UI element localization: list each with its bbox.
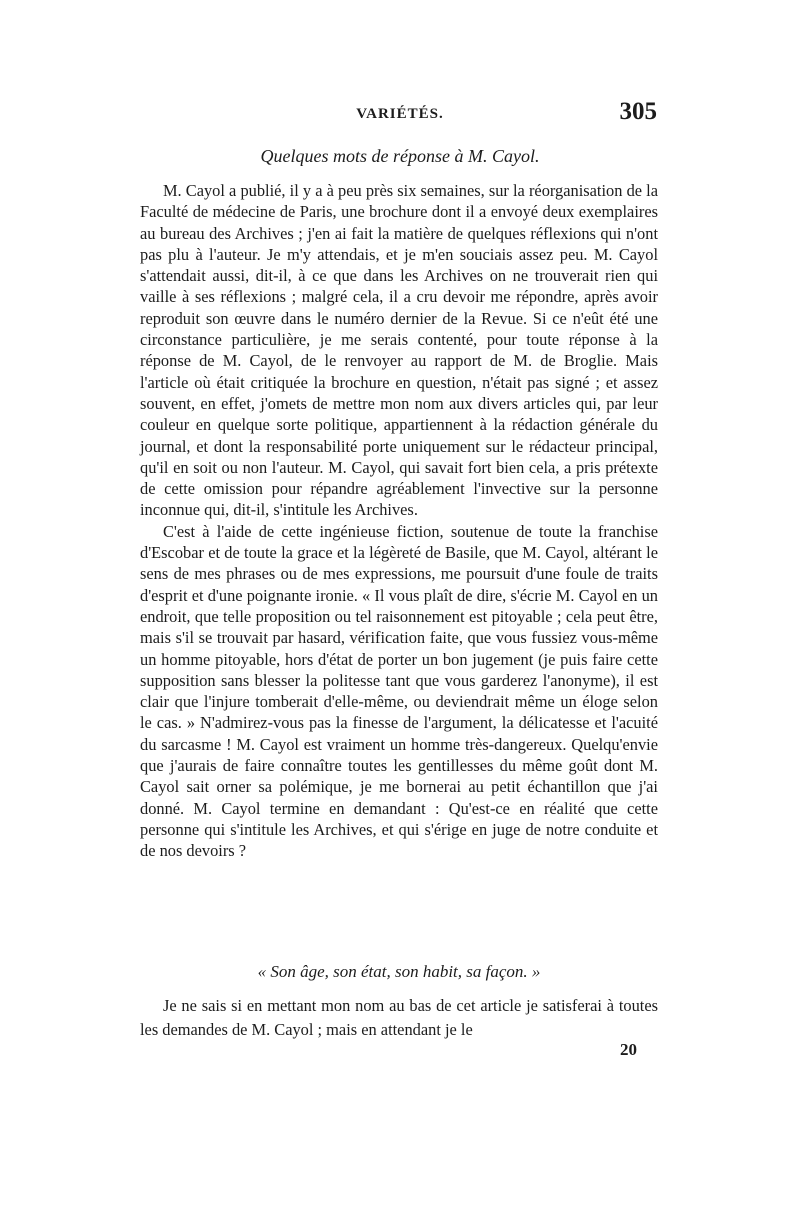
paragraph-2: C'est à l'aide de cette ingénieuse fiction, soutenue de toute la franchise d'Escobar et de toute la grace et la légèreté de Basile, que M. Cayol, altérant le sens de mes phrases ou de mes expressions, me poursuit d'une foule de traits d'esprit et d'une poignante ironie. « Il vous plaît de dire, s'écrie M. Cayol en un endroit, que telle proposition ou tel raisonnement est pitoyable ; cela peut être, mais s'il se trouvait par hasard, vérification faite, que vous fussiez vous-même un homme pitoyable, hors d'état de porter un bon jugement (je puis faire cette supposition sans blesser la politesse tant que vous garderez l'anonyme), il est clair que l'injure tomberait d'elle-même, ou deviendrait même un éloge selon le cas. » N'admirez-vous pas la finesse de l'argument, la délicatesse et l'acuité du sarcasme ! M. Cayol est vraiment un homme très-dangereux. Quelqu'envie que j'aurais de faire connaître toutes les gentillesses du même goût dont M. Cayol sait orner sa polémique, je me bornerai au petit échantillon que j'ai donné. M. Cayol termine en demandant : Qu'est-ce en réalité que cette personne qui s'intitule les Archives, et qui s'érige en juge de notre conduite et de nos devoirs ? — [140, 521, 658, 861]
article-title: Quelques mots de réponse à M. Cayol. — [260, 146, 540, 166]
paragraph-1: M. Cayol a publié, il y a à peu près six semaines, sur la réorganisation de la Faculté de médecine de Paris, une brochure dont il a envoyé deux exemplaires au bureau des Archives ; j'en ai fait la matière de quelques réflexions qui n'ont pas plu à l'auteur. Je m'y attendais, et je m'en souciais assez peu. M. Cayol s'attendait aussi, dit-il, à ce que dans les Archives on ne trouverait rien qui vaille à ses réflexions ; malgré cela, il a cru devoir me répondre, après avoir reproduit son œuvre dans le numéro dernier de la Revue. Si ce n'eût été une circonstance particulière, je me serais contenté, pour toute réponse à la réponse de M. Cayol, de le renvoyer au rapport de M. de Broglie. Mais l'article où était critiquée la brochure en question, n'était pas signé ; et assez souvent, en effet, j'omets de mettre mon nom aux divers articles qui, par leur couleur en quelque sorte politique, appartiennent à la rédaction générale du journal, et dont la responsabilité porte uniquement sur le rédacteur principal, qu'il en soit ou non l'auteur. M. Cayol, qui savait fort bien cela, a pris prétexte de cette omission pour répandre agréablement l'invective sur la personne inconnue qui, dit-il, s'intitule les Archives. — [140, 181, 658, 520]
signature-mark: 20 — [620, 1040, 637, 1059]
closing-paragraph — [140, 994, 658, 1042]
running-title: VARIÉTÉS. — [356, 106, 444, 122]
article-body — [140, 180, 658, 862]
page-number: 305 — [619, 98, 657, 125]
closing-text: Je ne sais si en mettant mon nom au bas de cet article je satisferai à toutes les demandes de M. Cayol ; mais en attendant je le — [140, 996, 658, 1039]
running-head — [0, 98, 800, 134]
quote-line: « Son âge, son état, son habit, sa façon. » — [257, 962, 541, 981]
